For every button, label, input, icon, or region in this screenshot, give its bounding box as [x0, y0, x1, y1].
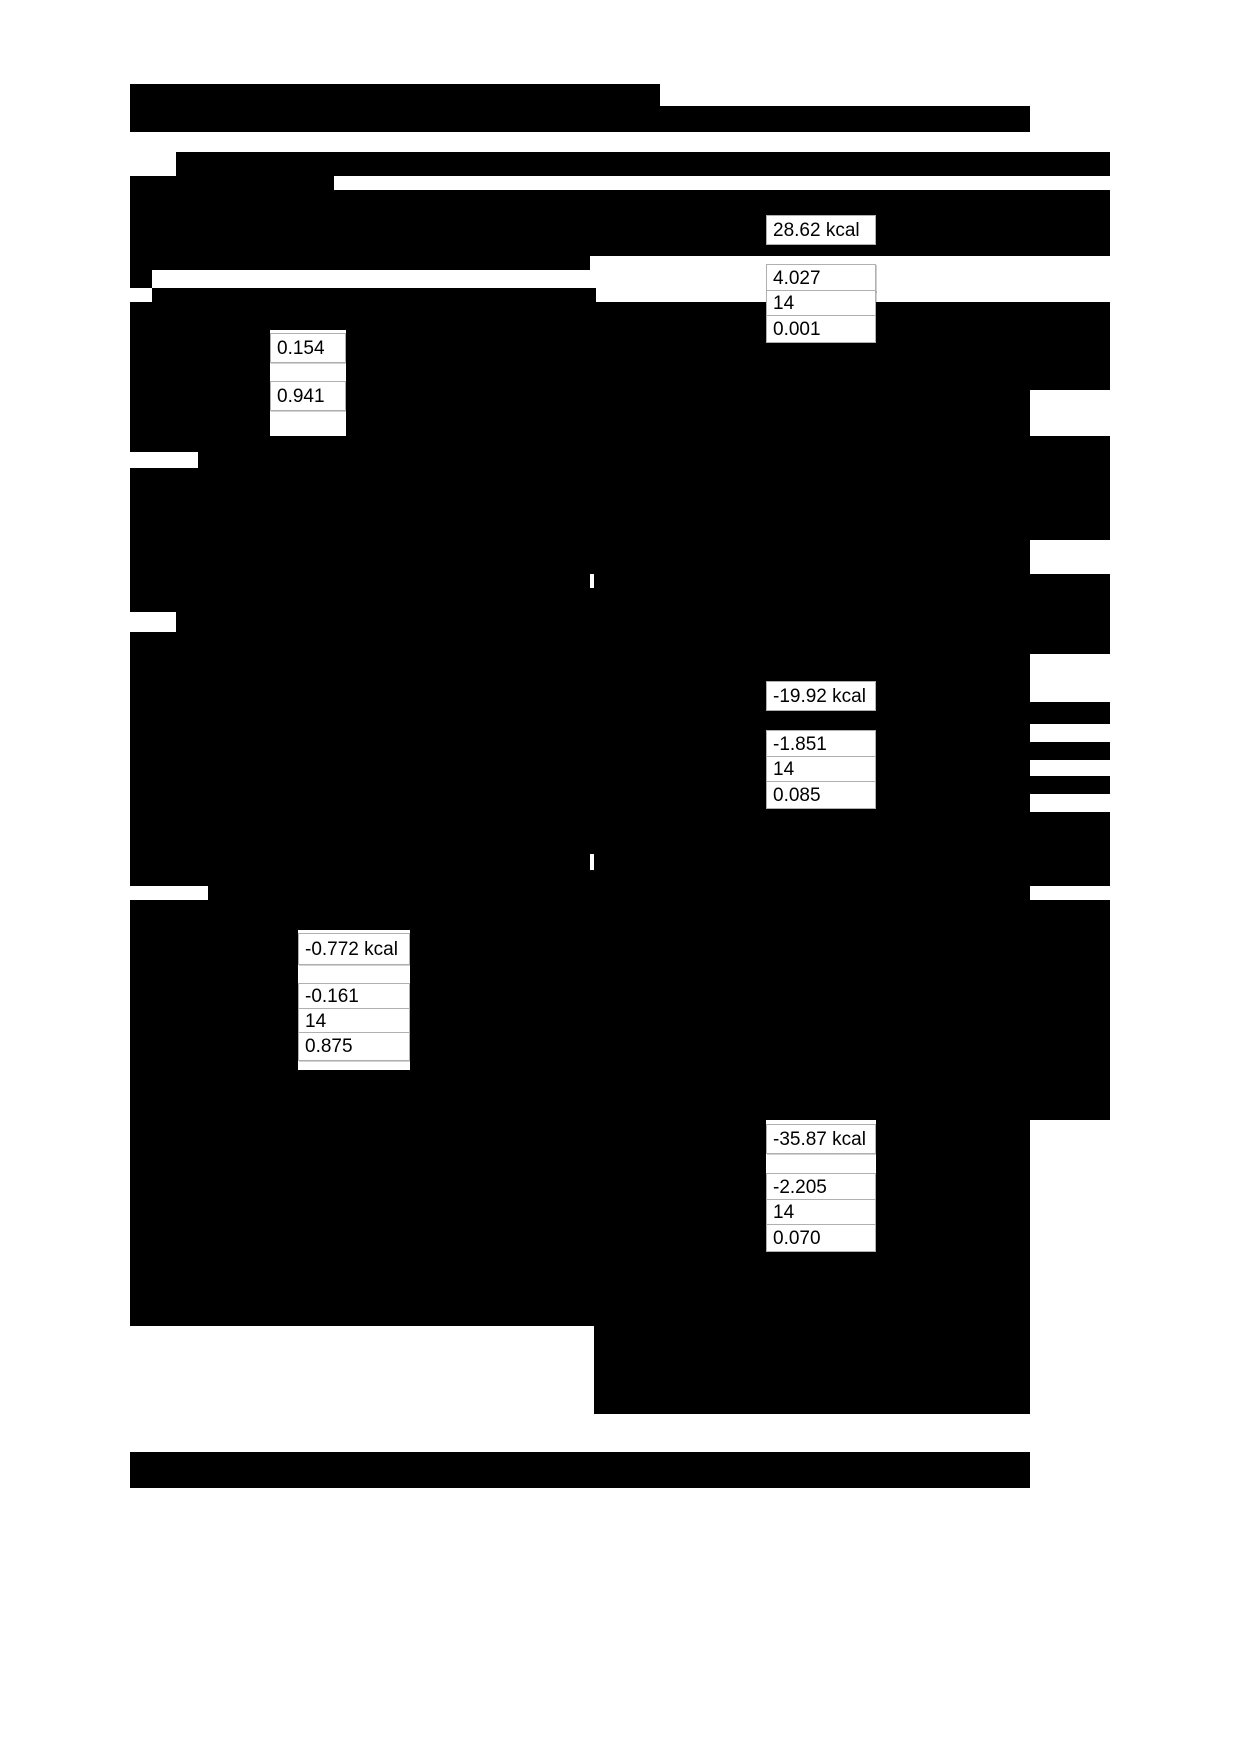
redacted-text-block	[130, 1236, 150, 1252]
value-box-vb-stat-b[interactable]: 0.941	[270, 381, 346, 411]
redacted-text-block	[130, 794, 152, 812]
redacted-text-block	[370, 760, 1030, 776]
redacted-text-block	[130, 724, 152, 742]
value-box-vb-t-3[interactable]: -0.161	[298, 983, 410, 1010]
redacted-text-block	[130, 540, 152, 558]
value-box-vb-p-3[interactable]: 0.875	[298, 1032, 410, 1061]
redacted-text-block	[198, 452, 1110, 468]
redacted-text-block	[176, 612, 1110, 632]
redacted-text-block	[130, 1164, 158, 1178]
redacted-text-block	[594, 574, 1110, 588]
redacted-text-block	[724, 1326, 734, 1334]
redacted-text-block	[258, 686, 1030, 702]
redacted-text-block	[130, 1304, 1030, 1326]
redacted-text-block	[130, 1202, 150, 1218]
redacted-text-block	[152, 288, 596, 302]
redacted-text-block	[130, 106, 1030, 132]
redacted-text-block	[130, 1120, 766, 1164]
redacted-text-block	[130, 776, 1110, 794]
redacted-text-block	[130, 812, 1110, 854]
value-box-vb-df-2[interactable]: 14	[766, 756, 876, 782]
redacted-text-block	[130, 390, 270, 436]
redacted-text-block	[130, 1070, 1110, 1120]
redacted-text-block	[594, 1348, 1030, 1414]
redacted-text-block	[410, 974, 1110, 1070]
value-box-vb-p-2[interactable]: 0.085	[766, 781, 876, 809]
redacted-text-block	[130, 900, 1110, 930]
redacted-text-block	[130, 84, 660, 106]
redacted-text-block	[130, 1452, 1030, 1474]
value-box-vb-stat-a[interactable]: 0.154	[270, 333, 346, 363]
redacted-text-block	[322, 490, 1110, 506]
redacted-text-block	[130, 506, 1110, 540]
value-box-vb-energy-2[interactable]: -19.92 kcal	[766, 681, 876, 711]
redacted-text-block	[130, 588, 1110, 612]
value-box-vb-p-1[interactable]: 0.001	[766, 315, 876, 343]
redacted-text-block	[130, 670, 214, 686]
value-box-vb-t-4[interactable]: -2.205	[766, 1173, 876, 1201]
redacted-text-block	[130, 1252, 1030, 1288]
redacted-text-block	[130, 974, 298, 1070]
value-box-vb-t-1[interactable]: 4.027	[766, 264, 876, 292]
redacted-text-block	[130, 190, 830, 256]
redacted-text-block	[130, 270, 152, 288]
redacted-text-block	[130, 930, 298, 974]
redacted-text-block	[410, 930, 1110, 974]
redacted-text-block	[594, 854, 1110, 870]
redacted-text-block	[130, 1218, 766, 1236]
redacted-text-block	[876, 1120, 1030, 1164]
redacted-text-block	[130, 760, 370, 776]
redacted-text-block	[152, 794, 1030, 812]
redacted-text-block	[346, 390, 1030, 436]
redacted-text-block	[130, 490, 322, 506]
redacted-text-block	[150, 1202, 766, 1218]
redacted-text-block	[130, 686, 258, 702]
redacted-text-block	[130, 854, 590, 870]
redacted-text-block	[170, 1474, 1030, 1488]
redacted-text-block	[130, 1474, 170, 1488]
redacted-text-block	[130, 176, 334, 190]
redacted-text-block	[652, 886, 1030, 900]
redacted-text-block	[158, 1164, 390, 1178]
redacted-text-block	[130, 654, 152, 670]
redacted-text-block	[130, 632, 1110, 654]
value-box-vb-energy-1[interactable]: 28.62 kcal	[766, 215, 876, 245]
redacted-text-block	[130, 468, 1110, 490]
value-box-vb-energy-3[interactable]: -0.772 kcal	[298, 933, 410, 965]
redacted-text-block	[348, 1288, 1030, 1304]
redacted-text-block	[876, 1218, 1030, 1236]
redacted-text-block	[594, 1326, 1030, 1348]
redacted-text-block	[876, 1202, 1030, 1218]
value-box-vb-energy-4[interactable]: -35.87 kcal	[766, 1124, 876, 1154]
redacted-text-block	[876, 1164, 1030, 1178]
value-box-vb-t-2[interactable]: -1.851	[766, 730, 876, 758]
value-box-vb-df-4[interactable]: 14	[766, 1199, 876, 1225]
redacted-text-block	[346, 330, 1110, 390]
redacted-text-block	[130, 742, 1110, 760]
redacted-text-block	[130, 436, 1110, 452]
redacted-text-block	[130, 256, 590, 270]
redacted-text-block	[130, 574, 590, 588]
redacted-text-block	[176, 152, 1110, 176]
redacted-text-block	[150, 1236, 766, 1252]
redacted-text-block	[152, 654, 1030, 670]
value-box-vb-df-1[interactable]: 14	[766, 290, 876, 316]
redacted-text-block	[130, 330, 270, 390]
redacted-text-block	[130, 870, 1110, 886]
redacted-text-block	[130, 702, 1110, 724]
redacted-text-block	[876, 1236, 1030, 1252]
redacted-text-block	[390, 1164, 766, 1178]
redacted-text-block	[130, 1178, 766, 1202]
value-box-vb-p-4[interactable]: 0.070	[766, 1224, 876, 1252]
redacted-text-block	[130, 558, 1030, 574]
redacted-text-block	[130, 1288, 348, 1304]
redacted-text-block	[152, 540, 1030, 558]
redacted-text-block	[130, 302, 1110, 330]
redacted-text-block	[214, 670, 1030, 686]
value-box-vb-df-3[interactable]: 14	[298, 1008, 410, 1034]
redacted-text-block	[152, 724, 1030, 742]
redacted-text-block	[208, 886, 652, 900]
redacted-text-block	[876, 1178, 1030, 1202]
